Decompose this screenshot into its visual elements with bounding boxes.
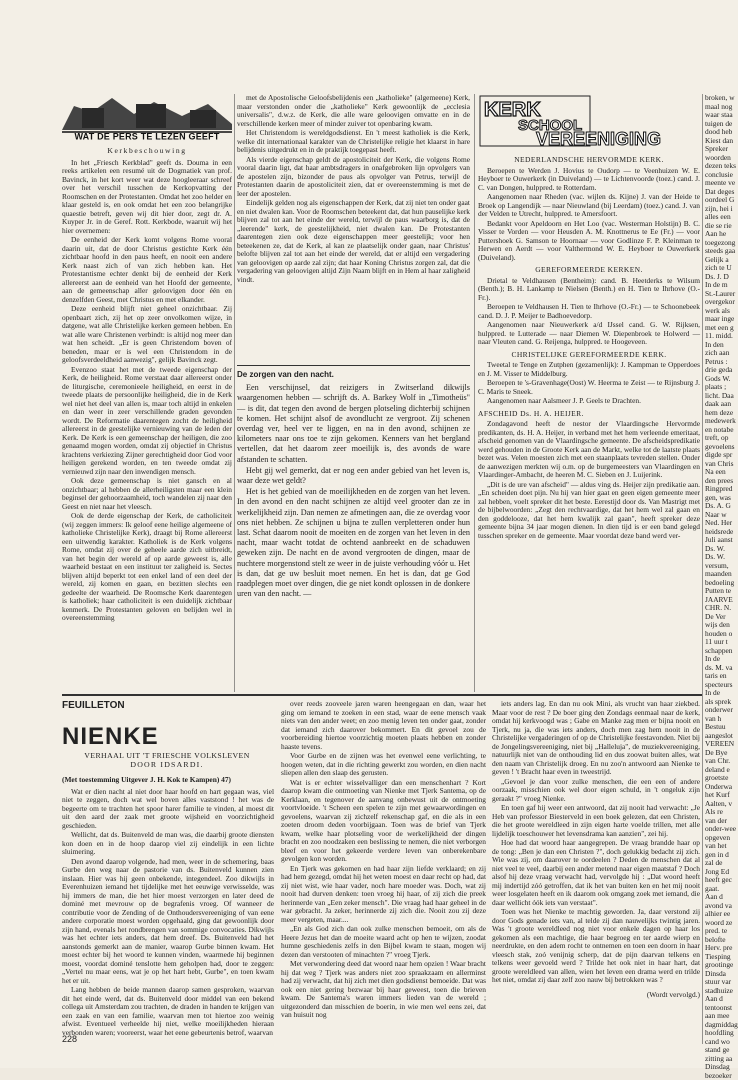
clipped-line: Gods W. [705,375,738,384]
clipped-line: Kiest dan [705,137,738,146]
divider [237,365,470,366]
clipped-line: Dinsda [705,970,738,979]
heading-chr-geref-kerk: CHRISTELIJKE GEREFORMEERDE KERK. [478,351,700,360]
clipped-line: houden o [705,630,738,639]
clipped-line: oordeel G [705,196,738,205]
paragraph: Ook de derde eigenschap der Kerk, de catholiciteit (wij zeggen immers: Ik geloof eene heilige algemeene of katholieke Christelijke Kerk), draagt bij Rome allereerst een uitwendig karakter. Katholiek is de Kerk volgens Rome, omdat zij over de geheele aarde zich uitbreidt, van het begin der wereld af op aarde geweest is, alle waarheid bestaat en een instituut ter zaligheid is. Sectes blijven altijd beperkt tot een enkel land of een deel der wereld, zij komen en gaan, en bezitten slechts een gedeelte der waarheid. De Roomsche Kerk daarentegen is katholiek; haar catholiciteit is een duidelijk zichtbaar kenmerk. De Protestanten geloven en belijden wel in overeenstemming [62,512,232,623]
clipped-line: gen in d [705,851,738,860]
paragraph: Beroepen te 's-Gravenhage(Oost) W. Heerma te Zeist — te Rijnsburg J. C. Maris te Sneek. [478,379,700,396]
paragraph: In het „Friesch Kerkblad" geeft ds. Douma in een reeks artikelen een resumé uit de Dogmatiek van prof. Bavinck, in het kort weer wat deze hoogleeraar schreef over het verschil tusschen de Kerkopvatting der Roomschen en der Protestanten. Omdat het zoo helder en klaar gesteld is, en ook omdat het een zoo belangrijke quaestie betreft, geven wij dit hier door, zegt dr. A. Kuyper Jr. in de Geref. Rott. Kerkbode, waaruit wij het hier overnemen: [62,159,232,236]
paragraph: En toen gaf hij weer een antwoord, dat zij nooit had verwacht: „Je Heb van professor Biesterveld in een boek gelezen, dat een Christen, die het groote wereldleed in zijn eigen harte voelde trillen, met alle lijdelijk toeschouwer het levensdrama kan aanzien", zei hij. [492,804,700,838]
clipped-line: 11. midd. [705,332,738,341]
clipped-line: versum, [705,562,738,571]
clipped-line: Ds. W. [705,553,738,562]
divider [702,94,703,1044]
clipped-line: van het [705,842,738,851]
clipped-line: woord ze [705,919,738,928]
clipped-line: stuur var [705,978,738,987]
paragraph: „En als God zich dan ook zulke menschen bemoeit, om als de Heere Jezus het dan de moeite waard acht op hen te wijzen, zoodat humne geschiedenis zelfs in den Bijbel kwam te staan, mogen wij dezen dan verstooten of minachten ?" vroeg Tjerk. [281,925,486,959]
column-pers [62,144,232,692]
clipped-line: gevoelens [705,443,738,452]
clipped-line: Tiesping [705,953,738,962]
clipped-line: van Chr. [705,757,738,766]
clipped-line: stand ge [705,1046,738,1055]
clipped-line: Naar w [705,511,738,520]
clipped-line: alles een [705,213,738,222]
paragraph: Een verschijnsel, dat reizigers in Zwitserland dikwijls waargenomen hebben — schrijft ds. A. Barkey Wolf in „Timotheüs" — is dit, dat tegen den avond de bergen plotseling dichterbij schijnen te komen. Het schijnt alsof de avondlucht ze vergroot. Zij schenen overdag ver, heel ver te liggen, en na in den avond, schijnen ze kilometers naar ons toe te zijn gekomen. Kenners van het bergland vertellen, dat het daarom zeer moeilijk is, des avonds de ware afstanden te schatten. [237,383,470,465]
clipped-line: Als re [705,808,738,817]
heading-nh-kerk: NEDERLANDSCHE HERVORMDE KERK. [478,156,700,165]
to-be-continued: (Wordt vervolgd.) [492,991,700,1000]
clipped-line: zich te U [705,264,738,273]
paragraph: Tweetal te Tenge en Zutphen (gezamenlijk): J. Kampman te Opperdoes en J. M. Visser te Middelburg. [478,361,700,378]
clipped-line: Aalten, v [705,800,738,809]
clipped-line: den prees [705,477,738,486]
paragraph: Wat er dien nacht al niet door haar hoofd en hart gegaan was, viel niet te zeggen, doch wat wel boven alles vaststond ! het was de begeerte om te trachten het spoor harer familie te vinden, al moest dit uit den aard der zaak met groote wijsheid en voorzichtigheid geschieden. [62,788,274,831]
paragraph: Het Christendom is wereldgodsdienst. En 't meest katholiek is die Kerk, welke dit internationaal karakter van de Christelijke religie het klaarst in hare belijdenis uitgedrukt en in de praktijk toegepast heeft. [237,129,470,155]
subtitle-author: DOOR IDSARDI. [62,760,272,769]
subtitle-line: VERHAAL UIT 'T FRIESCHE VOLKSLEVEN [62,751,272,760]
clipped-line: ds. M. va [705,664,738,673]
clipped-line: dood heb [705,128,738,137]
credit-line: (Met toestemming Uitgever J. H. Kok te Kampen) 47) [62,776,274,785]
paragraph: Als vierde eigenschap geldt de apostoliciteit der Kerk, die volgens Rome vooral daarin ligt, dat haar ambtsdragers in onafgebroken lijn opvolgers van de apostelen zijn, bizonder de paus als opvolger van Petrus, terwijl de Protestanten daarin de apostoliciteit zien, dat er overeenstemming is met de leer der apostelen. [237,156,470,199]
clipped-line: Ds. J. D [705,273,738,282]
clipped-line: hoofdling [705,1029,738,1038]
clipped-line: dagmiddag [705,1021,738,1030]
clipped-line: St.-Laurer [705,290,738,299]
feuilleton-column-3 [492,700,700,1045]
clipped-line: licht. Daa [705,392,738,401]
clipped-line: heeft gec [705,876,738,885]
clipped-line: stadhuize [705,987,738,996]
clipped-line: Herv. pre [705,944,738,953]
clipped-line: Ned. Her [705,519,738,528]
clipped-line: onder-wee [705,825,738,834]
divider [234,94,235,692]
clipped-line: Gelijk a [705,256,738,265]
clipped-line: onderwer [705,706,738,715]
clipped-line: bezoeker [705,1072,738,1080]
clipped-line: Onderwa [705,783,738,792]
clipped-line: aan mee [705,1012,738,1021]
clipped-line: toegezong [705,239,738,248]
paragraph: Wat is er echter wisselvalliger dan een menschenhart ? Kort daarop kwam die ontmoeting van Nienke met Tjerk Santema, op de Kerklaan, en tegenover de aanvang onbewust uit de ontmoeting voortvloeide. 't Scheen een spelen te zijn met gewaarwordingen en gevoelens, waarvan zij zichzelf rekenschap gaf, en die als in een zoeten droom deden voorbijgaan. Toen was de brief van Tjerk kwam, welke haar plotseling voor de werkelijkheid der dingen bracht en zoo noodzaken een beslissing te nemen, die niet verborgen bleef en voor het gekeerde verdere leven van onberekenbare gevolgen kon worden. [281,779,486,864]
clipped-line: tentoonst [705,1004,738,1013]
clipped-line: bedoeling [705,579,738,588]
paragraph: iets anders lag. En dan nu ook Mini, als vrucht van haar ziekbed. Maar voor de rest ? De boer ging den Zondags eenmaal naar de kerk, omdat hij kerkvoogd was ; Gabe en Manke zag men er bijna nooit en Tjerk, nu ja, die was iets anders, doch men zag hem nooit in de Christelijke vergaderingen of op de Christelijke feestavonden. Niet bij de Jongelingsvereeniging, niet bij „Halleluja", de muziekvereeniging, natuurlijk niet van de onthouding lid en dus zoowat buiten alles, wat den naam van Christelijk droeg. En nu zoo'n antwoord aan Nienke te geven ! 't Bracht haar even in tweestrijd. [492,700,700,777]
clipped-line: Aan d [705,995,738,1004]
clipped-line: Ds. A. G [705,502,738,511]
paragraph: Aangenomen naar Aalsmeer J. P. Geels te Drachten. [478,397,700,406]
column-pers-continued [237,94,470,364]
clipped-line: gaat. [705,885,738,894]
clipped-line: zijn, hei i [705,205,738,214]
paragraph: met de Apostolische Geloofsbelijdenis een „katholieke" (algemeene) Kerk, maar verstonden onder die „katholieke" Kerk gewoonlijk de „ecclesia universalis", d.w.z. de Kerk, die alle ware geloovigen omvatte en in de verschillende kerken meer of minder zuiver tot openbaring kwam. [237,94,470,128]
clipped-line: De Ver [705,613,738,622]
clipped-line: woorden [705,154,738,163]
clipped-line: Putten te [705,587,738,596]
heading-afscheid: AFSCHEID Ds. H. A. HEIJER. [478,410,700,419]
clipped-line: zitting aa [705,1055,738,1064]
clipped-line: overgekor [705,298,738,307]
clipped-line: Dat deges [705,188,738,197]
paragraph: Het is het gebied van de moeilijkheden en de zorgen van het leven. In den avond en den nacht schijnen ze altijd veel grooter dan ze in werkelijkheid zijn. Dan nemen ze afmetingen aan, die ze overdag voor ons niet hebben. Ze schijnen u bijna te zullen verpletteren onder hun last. Schat daarom nooit de moeiten en de zorgen van het leven in den nacht, maar wacht totdat de ochtend aanbreekt en de schaduwen geweken zijn. De nacht en de avond vergrooten de dingen, maar de nuchtere morgenstond stelt ze weer in de juiste verhouding vóór u. Het is dan, dat ge uw besluit moet nemen. En het is dan, dat ge God raadplegen moet over dingen, die ge niet kondt oplossen in de donkere uren van den nacht. — [237,487,470,599]
clipped-line: gen, was [705,494,738,503]
clipped-line: van der [705,817,738,826]
clipped-line: daak aan [705,400,738,409]
paragraph: Beroepen te Veldhausen H. Tien te Ihrhove (O.-Fr.) — te Schoonebeek cand. D. J. P. Meijer te Badhoevedorp. [478,303,700,320]
press-logo-title: WAT DE PERS TE LEZEN GEEFT [74,132,219,142]
paragraph: Aangenomen naar Rheden (vac. wijlen ds. Kijne) J. van der Heide te Broek op Langendijk — naar Nieuwland (bij Leerdam) (toez.) cand. J. van der Velden te Utrecht, hulppred. te Amersfoort. [478,193,700,219]
clipped-line: cand wo [705,1038,738,1047]
paragraph: Met verwondering deed dat woord naar hem opzien ! Waar bracht hij dat weg ? Tjerk was anders niet zoo spraakzaam en allerminst had zij verwacht, dat hij zich met dien godsdienst bemoeide. Dat was ook een niet gering bezwaar bij haar geweest, toen die brieven kwam. De Santema's waren immers lieden van de wereld ; uitgezonderd dan misschien de boerin, in wie men wel eens zei, dat van huisuit nog [281,960,486,1020]
clipped-line: Jong Ed [705,868,738,877]
clipped-line: van Chris [705,460,738,469]
clipped-line: CHR. N. [705,604,738,613]
logo-line-kerk: KERK [484,99,541,121]
clipped-line: schappen [705,647,738,656]
clipped-line: aangeslot [705,732,738,741]
divider [62,694,702,696]
clipped-line: heidsrede [705,528,738,537]
paragraph: Evenzoo staat het met de tweede eigenschap der Kerk, de heiligheid. Rome verstaat daar allereerst onder de liturgische, ceremonieele heiligheid, en eerst in de tweede plaats de persoonlijke heiligheid, die in de Kerk wel niet het deel van allen is, maar toch altijd in enkelen en dan weer in zeer verschillende graden gevonden wordt. De Reformatie daarentegen zocht de heiligheid allereerst in de geestelijke vernieuwing van de leden der Kerk. De Kerk is een gemeenschap der heiligen, die zoo genaamd mogen worden, omdat zij objectief in Christus krachtens verkiezing Zijner gerechtigheid door God voor heiligen gerekend worden, en ten tweede omdat zij vernieuwd zijn naar den inwendigen mensch. [62,366,232,477]
clipped-line: treft, op [705,434,738,443]
paragraph: „Dit is de ure van afscheid" — aldus ving ds. Heijer zijn predikatie aan. „En scheiden doet pijn. Nu hij van hier gaat en geen eigen gemeente meer zal hebben, voelt spreker dit het beste. Eerestijd door ds. Van Mastrigt met de bijbelwoorden: „Zegt den rechtvaardige, dat het hem wel zal gaan en den goddelooze, dat het hem kwalijk zal gaan", heeft spreker deze gemeente bijna 34 jaar mogen dienen. In dien tijd is er een band gelegd tusschen spreker en de gemeente. Maar voordat deze band werd ver- [478,481,700,541]
paragraph: De eenheid der Kerk komt volgens Rome vooral daarin uit, dat de door Christus gestichte Kerk één zichtbaar hoofd in den paus heeft, en nooit een andere Kerk naast zich of van zich hebben kan. Het Protestantisme echter denkt bij de eenheid der Kerk allereerst aan de eenheid van het Hoofd der gemeente, aan de gemeenschap aller geloovigen door één en denzelfden Geest, met Christus en met elkander. [62,236,232,304]
clipped-line: avond va [705,902,738,911]
clipped-line: zal de [705,859,738,868]
clipped-line: Spreker [705,145,738,154]
feuilleton-label: FEUILLETON [62,700,125,711]
feuilleton-column-2 [281,700,486,1045]
paragraph: „Gevoel je dan voor zulke menschen, die een een of andere oorzaak, misschien ook wel door eigen schuld, in 't ongeluk zijn geraakt ?" vroeg Nienke. [492,778,700,804]
clipped-line: Aan he [705,230,738,239]
clipped-line: deland e [705,766,738,775]
clipped-line: het Kurf [705,791,738,800]
page-number: 228 [62,1034,77,1044]
paragraph: Hoe had dat woord haar aangegrepen. De vraag brandde haar op de tong: „Ben je dan een Christen ?", doch gelukkig bedacht zij zich. Wie was zij, om daarover te oordeelen ? Deden de menschen dat al niet veel te veel, daarbij een ander metend naar eigen maatstaf ? Doch alsof hij deze vraag verwacht had, vervolgde hij : „Dat woord heeft mij indertijd zóó getroffen, dat ik het van buiten ken en het mij nooit weer losgelaten heeft en ik daarom ook omgang zoek met iemand, die daar wellicht óók iets van verstaat". [492,839,700,907]
clipped-line: De Bye [705,749,738,758]
paragraph: Beroepen te Werden J. Hovius te Oudorp — te Veenhuizen W. E. Heyboer te Ouwerkerk (in Duiveland) — te Lichtenvoorde (toez.) cand. J. C. van Dongen, hulppred. te Rotterdam. [478,167,700,193]
divider [474,94,475,692]
clipped-line: Bestuu [705,723,738,732]
kerk-school-vereeniging-logo [478,94,738,149]
paragraph: Toen was het Nienke te machtig geworden. Ja, daar verstond zij door Gods genade iets van, al telde zij dan nauwelijks twintig jaren. Was 't groote wereldleed nog niet voor enkele dagen op haar los gekomen als een machtige, die haar begroeg en ter aarde wierp en neerdrukte, en den adem rocht te ontnemen en toen een doorn in haar vleesch stak, zoó venijnig scherp, dat de pijn daarvan telkens en telkens weer gevoeld werd ? Trilde het ook niet in haar hart, dat groote wereldleed van allen, wien het leven een drama werd en trilde het niet, omdat zij daar zelf zoo nauw bij betrokken was ? [492,908,700,985]
clipped-line: maar inge [705,315,738,324]
clipped-line: meente ve [705,179,738,188]
clipped-line: grootinge [705,961,738,970]
clipped-line: digde spr [705,451,738,460]
clipped-line: Juli aanst [705,536,738,545]
clipped-line: conclusie [705,171,738,180]
clipped-line: In de [705,655,738,664]
clipped-line: steeds gaa [705,247,738,256]
clipped-line: medewerk [705,417,738,426]
section-kerkbeschouwing: Kerkbeschouwing [62,147,232,156]
article-title: De zorgen van den nacht. [237,370,470,380]
clipped-line: pred. te [705,927,738,936]
clipped-line: Petrus : [705,358,738,367]
clipped-line: JAARVE [705,596,738,605]
clipped-line: broken, w [705,94,738,103]
clipped-line: met een g [705,324,738,333]
clipped-line: Aan d [705,893,738,902]
right-edge-clipped-column [705,94,738,1044]
clipped-line: waar staa [705,111,738,120]
paragraph: over reeds zooveele jaren waren heengegaan en dan, waar het ging om iemand te zoeken in een stad, waar de eene mensch vaak niets van den ander weet; en zoo menig leven ten onder gaat, zonder dat iemand zich daarover bekommert. En dit gevoel zou de voorbereiding hiertoe voorzichtig moeten plaats hebben en zonder haaste tevens. [281,700,486,751]
story-title: NIENKE [62,723,159,751]
clipped-line: VEREEN [705,740,738,749]
logo-line-vereeniging: VEREENIGING [536,129,661,149]
clipped-line: belofte [705,936,738,945]
clipped-line: maanden [705,570,738,579]
heading-geref-kerken: GEREFORMEERDE KERKEN. [478,266,700,275]
feuilleton-column-1 [62,776,274,1032]
clipped-line: drie geda [705,366,738,375]
clipped-line: als sprek [705,698,738,707]
clipped-line: wijs den [705,621,738,630]
clipped-line: opgeven [705,834,738,843]
clipped-line: en notabe [705,426,738,435]
article-zorgen-nacht [237,368,470,690]
paragraph: Zondagavond heeft de nestor der Vlaardingsche Hervormde predikanten, ds. H. A. Heijer, in verband met het hem verleende emeritaat, afscheid genomen van de Vlaardingsche gemeente. De afscheidspredikatie werd gehouden in de Groote Kerk aan de Markt, welke tot de laatste plaats bezet was. Velen moesten zich met een staanplaats tevreden stellen. Onder de aanwezigen merkten wij o.m. op de burgemeesters van Vlaardingen en Vlaardinger-Ambacht, de heeren M. C. Sieben en J. Luijerink. [478,420,700,480]
clipped-line: specteurs [705,681,738,690]
clipped-line: hem deze [705,409,738,418]
paragraph: Lang hebben de beide mannen daarop samen gesproken, waarvan dit het einde werd, dat ds. Buitenveld door middel van een bekend collega uit Amsterdam zou trachten, de draden in handen te krijgen van een zaak en van een familie, waarvan men tot hiertoe zoo weinig afwist. Eventueel verheelde hij niet, welke moeilijkheden hieraan verbonden waren; vooreerst, waar het eene gebeurtenis betrof, waarvan [62,986,274,1037]
clipped-line: In de m [705,281,738,290]
paragraph: Drietal te Veldhausen (Bentheim): cand. B. Heetderks te Wilsum (Benth.); B. H. Lankamp te Nielsen (Benth.) en H. Tien te Ihrhove (O.-Fr.). [478,277,700,303]
paragraph: Deze eenheid blijft niet geheel onzichtbaar. Zij openbaart zich, zij het op zeer onvolkomen wijze, in datgene, wat alle Christelijke kerken gemeen hebben. En wat alle ware Christenen verbindt: is altijd nog meer dan wat hen scheidt. „Er is geen Christendom boven of beneden, maar er is wel een Christendom in de geloofsverdeeldheid aanwezig", gelijk Bavinck zegt. [62,305,232,365]
press-logo [62,94,232,140]
clipped-line: van h [705,715,738,724]
clipped-line: Ds. W. [705,545,738,554]
clipped-line: werk als [705,307,738,316]
paragraph: Hebt gij wel gemerkt, dat er nog een ander gebied van het leven is, waar deze wet geldt? [237,466,470,486]
paragraph: Den avond daarop volgende, had men, weer in de schemering, baas Gurbe den weg naar de pastorie van ds. Buitenveld kunnen zien inslaan. Hier was hij geen onbekende, integendeel. Zoo dikwijls in Everenhuizen iemand het tijdelijke met het eeuwige verwisselde, was hij immers de man, die het hier moest verzorgen en later deed de dominé met mevrouw op de begrafenis vroeg. Of wanneer de contributie voor de Zending of de Onthoudersvereeniging of van eene andere corporatie moest worden opgehaald, ging dat gewoonlijk door zijn hand, evenals het rondbrengen van sommige convocaties. Dikwijls was het echter iets anders, dat hem dreef. Ds. Buitenveld had het aanstonds gemerkt aan de manier, waarop Gurbe binnen kwam. Het moest echter bij het woord te kunnen vinden, waarmede hij beginnen moest, voordat dominé tenslotte hem geholpen had, door te zeggen: „Vertel nu maar eens, wat je op het hart hebt, Gurbe", en toen kwam het er uit. [62,858,274,986]
paragraph: Voor Gurbe en de zijnen was het evenwel eene verlichting, te hoogen weten, dat in die richting gewerkt zou worden, en dien nacht sliepen allen den slaap des gerusten. [281,752,486,778]
clipped-line: In de [705,689,738,698]
clipped-line: zich aan [705,349,738,358]
clipped-line: tuigen de [705,120,738,129]
clipped-line: die se rie [705,222,738,231]
clipped-line: Dinsdag [705,1063,738,1072]
paragraph: Aangenomen naar Nieuwerkerk a/d IJssel cand. G. W. Rijksen, hulppred. te Lutterade — naar Diemen W. Diepenbroek te Holwerd — naar Vleuten cand. G. Reijenga, hulppred. te Hoogeveen. [478,321,700,347]
clipped-line: maal nog [705,103,738,112]
clipped-line: dezen teks [705,162,738,171]
paragraph: En Tjerk was gekomen en had haar zijn liefde verklaard; en zij had hem gezegd, omdat hij het weten moest en daar recht op had, dat zij niet wist, wie haar vader, noch hare moeder was. Doch, wat zij nooit had durven denken: toen vroeg hij haar, of zij zich die preek herinnerde van „Een zeker mensch". Die vraag had haar geheel in de war gebracht. Ja zeker, herinnerde zij zich die. Nooit zou zij deze meer vergeten, maar.... [281,865,486,925]
clipped-line: taris en [705,672,738,681]
clipped-line: Na een [705,468,738,477]
clipped-line: Ringpred [705,485,738,494]
story-subtitle [62,751,272,769]
paragraph: Ook deze gemeenschap is niet gansch en al onzichtbaar; al hebben de allerheiligsten maar een klein beginsel der gehoorzaamheid, toch wandelen zij naar den Geest en niet naar het vleesch. [62,477,232,511]
paragraph: Wellicht, dat ds. Buitenveld de man was, die daarbij groote diensten kon doen en in de hoop daarop viel zij eindelijk in een lichte sluimering. [62,831,274,857]
clipped-line: groetste [705,774,738,783]
logo-line-school: SCHOOL [518,117,582,134]
paragraph: Bedankt voor Apeldoorn en Het Loo (vac. Westerman Holstijn) B. C. Visser te Vorden — voor Heusden A. M. Knottnerus te Ee (Fr.) — voor Puttershoek G. Samson te Hoornaar — voor Godlinze F. P. Kleinman te Herwen en Aerdt — voor Valthermond W. E. Heyboer te Ouwerkerk (Duiveland). [478,220,700,263]
clipped-line: In den [705,341,738,350]
clipped-line: 11 uur t [705,638,738,647]
clipped-line: plaats ; [705,383,738,392]
paragraph: Eindelijk gelden nog als eigenschappen der Kerk, dat zij niet ten onder gaat en niet dwalen kan. Voor de Roomschen beteekent dat, dat hun pauselijke kerk blijven zal tot aan het einde der wereld, terwijl de paus waarborg is, dat de „leerende" kerk, de geestelijkheid, niet dwalen kan. De Protestanten daarentegen zien ook deze eigenschappen meer geestelijk; voor hen beteekenen ze, dat de Kerk, al kan ze plaatselijk onder gaan, naar Christus' belofte blijven zal tot aan het einde der wereld, dat er altijd een vergadering van geloovigen op aarde zal zijn; dat haar Koning Christus zorgen zal, dat die vergadering van geloovigen altijd Zijn Naam blijft en in Hem al haar zaligheid vindt. [237,199,470,284]
clipped-line: alhier ee [705,910,738,919]
column-kerk-school [478,152,700,688]
